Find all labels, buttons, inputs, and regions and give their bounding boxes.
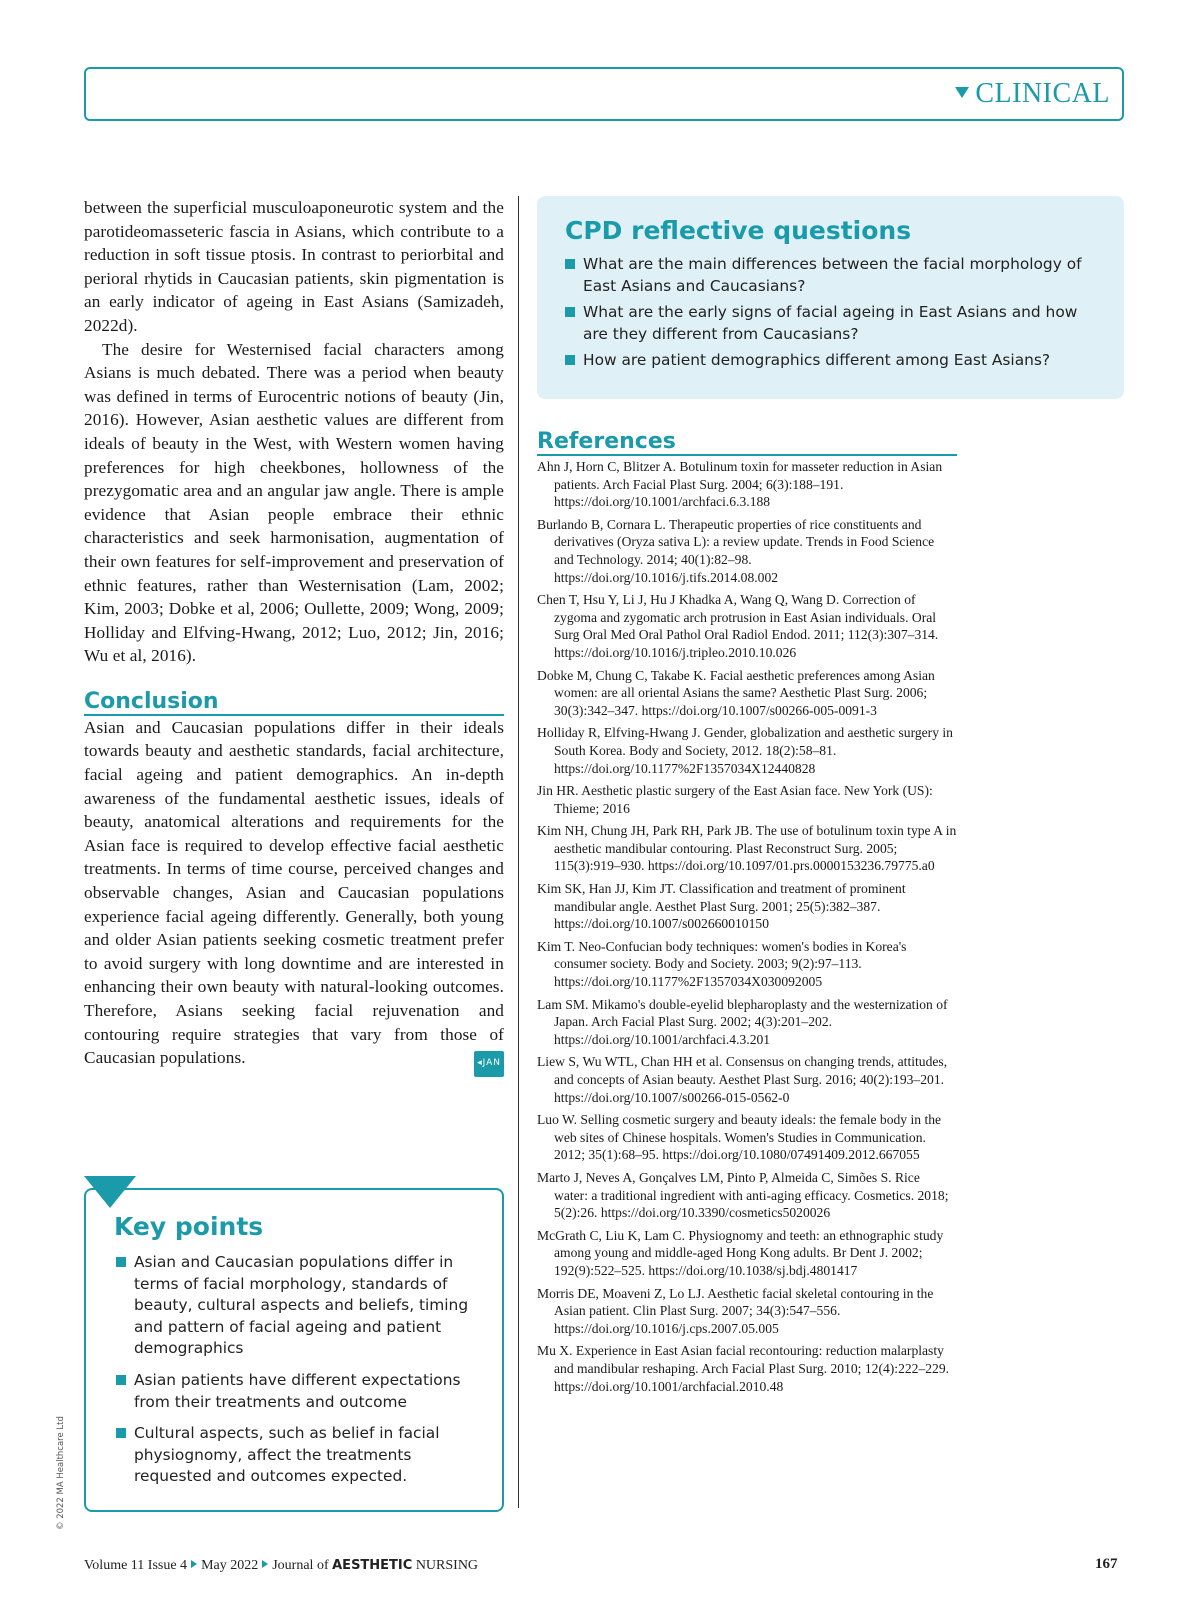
square-bullet-icon [565, 307, 575, 317]
key-points-box [84, 1188, 504, 1512]
key-point-item [116, 1423, 476, 1488]
triangle-right-icon [262, 1560, 268, 1568]
reference-item: Jin HR. Aesthetic plastic surgery of the East Asian face. New York (US): Thieme; 2016 [537, 783, 933, 816]
cpd-list [565, 254, 1085, 377]
references-heading: References [537, 430, 957, 456]
triangle-down-icon [955, 87, 969, 98]
reference-item: Dobke M, Chung C, Takabe K. Facial aesthetic preferences among Asian women: are all oriental Asians the same? Aesthetic Plast Surg. 2006; 30(3):342–347. https://doi.org/10.1007/s00266-005-0091-3 [537, 667, 935, 718]
reference-item: Kim NH, Chung JH, Park RH, Park JB. The use of botulinum toxin type A in aesthetic mandibular contouring. Plast Reconstruct Surg. 2005; 115(3):919–930. https://doi.org/10.1097/01.prs.0000153236.79775.a0 [537, 823, 957, 874]
key-points-list [116, 1252, 476, 1498]
reference-item: Luo W. Selling cosmetic surgery and beauty ideals: the female body in the web sites of Chinese hospitals. Women's Studies in Communication. 2012; 35(1):68–95. https://doi.org/10.1080/07491409.2012.667055 [537, 1112, 942, 1163]
footer-journal-bold: AESTHETIC [332, 1558, 413, 1573]
reference-item: Burlando B, Cornara L. Therapeutic properties of rice constituents and derivatives (Oryza sativa L): a review update. Trends in Food Science and Technology. 2014; 40(1):82–98. https://doi.org/10.1016/j.tifs.2014.08.002 [537, 516, 935, 585]
reference-item: Lam SM. Mikamo's double-eyelid blepharoplasty and the westernization of Japan. Arch Facial Plast Surg. 2002; 4(3):201–202. https://doi.org/10.1001/archfaci.4.3.201 [537, 996, 948, 1047]
references-list [537, 458, 957, 1395]
end-of-article-badge: ◂JAN [474, 1051, 504, 1077]
cpd-title: CPD reflective questions [565, 216, 912, 245]
key-point-text: Asian patients have different expectations from their treatments and outcome [134, 1370, 461, 1411]
conclusion-paragraph [84, 716, 504, 1070]
references-section [537, 430, 957, 1400]
left-column [84, 196, 504, 1077]
copyright-note: © 2022 MA Healthcare Ltd [56, 1416, 66, 1530]
body-paragraph-1: between the superficial musculoaponeurotic system and the parotideomasseteric fascia in Asians, which contribute to a reduction in soft tissue ptosis. In contrast to periorbital and perioral rhytids in Caucasian patients, skin pigmentation is an early indicator of ageing in East Asians (Samizadeh, 2022d). [84, 198, 504, 335]
section-label: CLINICAL [975, 78, 1110, 109]
cpd-question-text: What are the main differences between the facial morphology of East Asians and Caucasians? [583, 255, 1082, 295]
triangle-right-icon [191, 1560, 197, 1568]
footer-volume: Volume 11 Issue 4 [84, 1558, 188, 1573]
reference-item: Liew S, Wu WTL, Chan HH et al. Consensus on changing trends, attitudes, and concepts of Asian beauty. Aesthet Plast Surg. 2016; 40(2):193–201. https://doi.org/10.1007/s00266-015-0562-0 [537, 1054, 948, 1105]
conclusion-heading: Conclusion [84, 690, 504, 716]
reference-item: Morris DE, Moaveni Z, Lo LJ. Aesthetic facial skeletal contouring in the Asian patient. Clin Plast Surg. 2007; 34(3):547–556. https://doi.org/10.1016/j.cps.2007.05.005 [537, 1285, 934, 1336]
key-point-text: Asian and Caucasian populations differ in terms of facial morphology, standards of beauty, cultural aspects and beliefs, timing and pattern of facial ageing and patient demographics [134, 1253, 469, 1358]
footer-date: May 2022 [201, 1558, 259, 1573]
cpd-question-text: What are the early signs of facial ageing in East Asians and how are they different from Caucasians? [583, 303, 1078, 343]
key-points-title: Key points [114, 1212, 264, 1241]
key-points-notch-icon [84, 1176, 136, 1208]
square-bullet-icon [565, 259, 575, 269]
key-point-text: Cultural aspects, such as belief in facial physiognomy, affect the treatments requested and outcomes expected. [134, 1424, 440, 1486]
reference-item: McGrath C, Liu K, Lam C. Physiognomy and teeth: an ethnographic study among young and middle-aged Hong Kong adults. Br Dent J. 2002; 192(9):522–525. https://doi.org/10.1038/sj.bdj.4801417 [537, 1227, 944, 1278]
reference-item: Kim SK, Han JJ, Kim JT. Classification and treatment of prominent mandibular angle. Aesthet Plast Surg. 2001; 25(5):382–387. https://doi.org/10.1007/s002660010150 [537, 881, 906, 932]
square-bullet-icon [116, 1257, 126, 1267]
section-tag [955, 78, 1110, 110]
reference-item: Chen T, Hsu Y, Li J, Hu J Khadka A, Wang Q, Wang D. Correction of zygoma and zygomatic arch protrusion in East Asian individuals. Oral Surg Oral Med Oral Pathol Oral Radiol Endod. 2011; 112(3):307–314. https://doi.org/10.1016/j.tripleo.2010.10.026 [537, 592, 939, 660]
page-number: 167 [1095, 1556, 1118, 1572]
reference-item: Ahn J, Horn C, Blitzer A. Botulinum toxin for masseter reduction in Asian patients. Arch Facial Plast Surg. 2004; 6(3):188–191. https://doi.org/10.1001/archfaci.6.3.188 [537, 459, 943, 510]
reference-item: Holliday R, Elfving-Hwang J. Gender, globalization and aesthetic surgery in South Korea. Body and Society, 2012. 18(2):58–81. https://doi.org/10.1177%2F1357034X12440828 [537, 725, 953, 776]
copyright-wrap [56, 1416, 66, 1540]
body-paragraph-2: The desire for Westernised facial characters among Asians is much debated. There was a period when beauty was defined in terms of Eurocentric notions of beauty (Jin, 2016). However, Asian aesthetic values are different from ideals of beauty in the West, with Western women having preferences for high cheekbones, hollowness of the prezygomatic area and an angular jaw angle. There is ample evidence that Asian people embrace their ethnic characteristics and seek harmonisation, augmentation of their own features for self-improvement and preservation of ethnic features, rather than Westernisation (Lam, 2002; Kim, 2003; Dobke et al, 2006; Oullette, 2009; Wong, 2009; Holliday and Elfving-Hwang, 2012; Luo, 2012; Jin, 2016; Wu et al, 2016). [84, 339, 504, 666]
conclusion-text: Asian and Caucasian populations differ in their ideals towards beauty and aesthetic standards, facial architecture, facial ageing and patient demographics. An in-depth awareness of the fundamental aesthetic issues, ideals of beauty, anatomical alterations and requirements for the Asian face is required to develop effective facial aesthetic treatments. In terms of time course, perceived changes and observable changes, Asian and Caucasian populations experience facial ageing differently. Generally, both young and older Asian patients seeking cosmetic treatment prefer to avoid surgery with long downtime and are interested in enhancing their own beauty with natural-looking outcomes. Therefore, Asians seeking facial rejuvenation and contouring require strategies that vary from those of Caucasian populations. [84, 717, 504, 1068]
cpd-question-text: How are patient demographics different among East Asians? [583, 351, 1051, 370]
reference-item: Kim T. Neo-Confucian body techniques: women's bodies in Korea's consumer society. Body and Society. 2003; 9(2):97–113. https://doi.org/10.1177%2F1357034X030092005 [537, 938, 907, 990]
square-bullet-icon [116, 1375, 126, 1385]
square-bullet-icon [116, 1428, 126, 1438]
conclusion-body [84, 716, 504, 1070]
column-divider [518, 196, 519, 1508]
footer-journal-prefix: Journal of [272, 1558, 329, 1573]
section-header-box [84, 67, 1124, 121]
reference-item: Marto J, Neves A, Gonçalves LM, Pinto P, Almeida C, Simões S. Rice water: a traditional ingredient with anti-aging efficacy. Cosmetics. 2018; 5(2):26. https://doi.org/10.3390/cosmetics5020026 [537, 1169, 949, 1221]
cpd-question [565, 350, 1085, 372]
key-point-item [116, 1370, 476, 1413]
cpd-question [565, 254, 1085, 297]
page-footer [84, 1558, 478, 1574]
cpd-question [565, 302, 1085, 345]
end-badge-label: JAN [482, 1058, 501, 1069]
cpd-box [537, 196, 1124, 399]
key-point-item [116, 1252, 476, 1360]
reference-item: Mu X. Experience in East Asian facial recontouring: reduction malarplasty and mandibular reshaping. Arch Facial Plast Surg. 2010; 12(4):222–229. https://doi.org/10.1001/archfacial.2010.48 [537, 1343, 950, 1394]
body-text [84, 196, 504, 668]
square-bullet-icon [565, 355, 575, 365]
footer-journal-suffix: NURSING [415, 1558, 479, 1573]
